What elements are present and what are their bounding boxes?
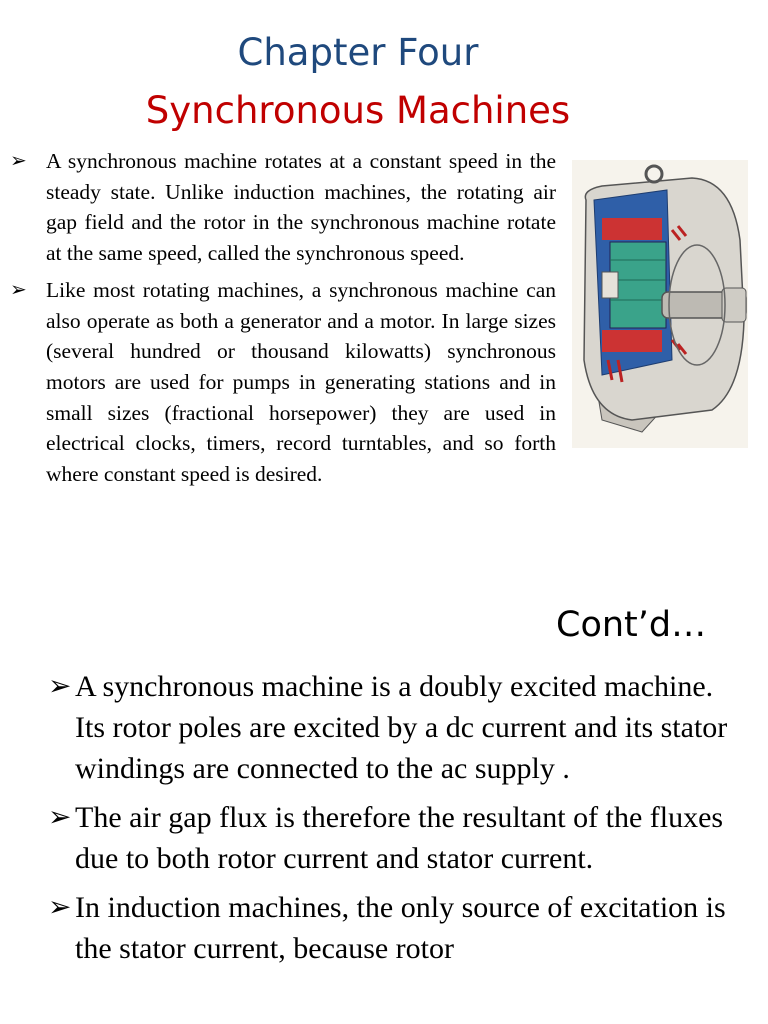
bullet-arrow-icon: ➢ bbox=[48, 671, 72, 702]
bullet-text: In induction machines, the only source of excitation is the stator current, because rotor bbox=[75, 891, 726, 965]
chapter-subtitle: Synchronous Machines bbox=[145, 89, 571, 132]
slide1-bullet-list bbox=[10, 146, 556, 496]
bullet-text: Like most rotating machines, a synchronous machine can also operate as both a generator and a motor. In large sizes (several hundred or thousand kilowatts) synchronous motors are used for pumps in generating stations and in small sizes (fractional horsepower) they are used in electrical clocks, timers, record turntables, and so forth where constant speed is desired. bbox=[46, 277, 556, 487]
bullet-text: The air gap flux is therefore the resultant of the fluxes due to both rotor current and stator current. bbox=[75, 801, 724, 875]
slide2-bullet-list bbox=[48, 666, 728, 977]
bullet-arrow-icon: ➢ bbox=[10, 150, 27, 172]
list-item bbox=[10, 146, 556, 269]
machine-cutaway-icon bbox=[572, 160, 748, 448]
bullet-text: A synchronous machine is a doubly excited machine. Its rotor poles are excited by a dc current and its stator windings are connected to the ac supply . bbox=[75, 670, 728, 785]
chapter-title: Chapter Four bbox=[237, 31, 479, 74]
bullet-arrow-icon: ➢ bbox=[10, 278, 27, 301]
bullet-arrow-icon: ➢ bbox=[48, 802, 72, 833]
list-item bbox=[10, 275, 556, 490]
list-item bbox=[48, 666, 728, 789]
list-item bbox=[48, 797, 728, 879]
list-item bbox=[48, 887, 728, 969]
bullet-text: A synchronous machine rotates at a constant speed in the steady state. Unlike induction machines, the rotating air gap field and the rotor in the synchronous machine rotate at the same speed, called the synchronous speed. bbox=[46, 149, 556, 266]
slide-contd bbox=[0, 590, 768, 1024]
slide-heading: Cont’d… bbox=[556, 605, 707, 645]
synchronous-machine-illustration bbox=[572, 160, 748, 448]
bullet-arrow-icon: ➢ bbox=[48, 892, 72, 923]
